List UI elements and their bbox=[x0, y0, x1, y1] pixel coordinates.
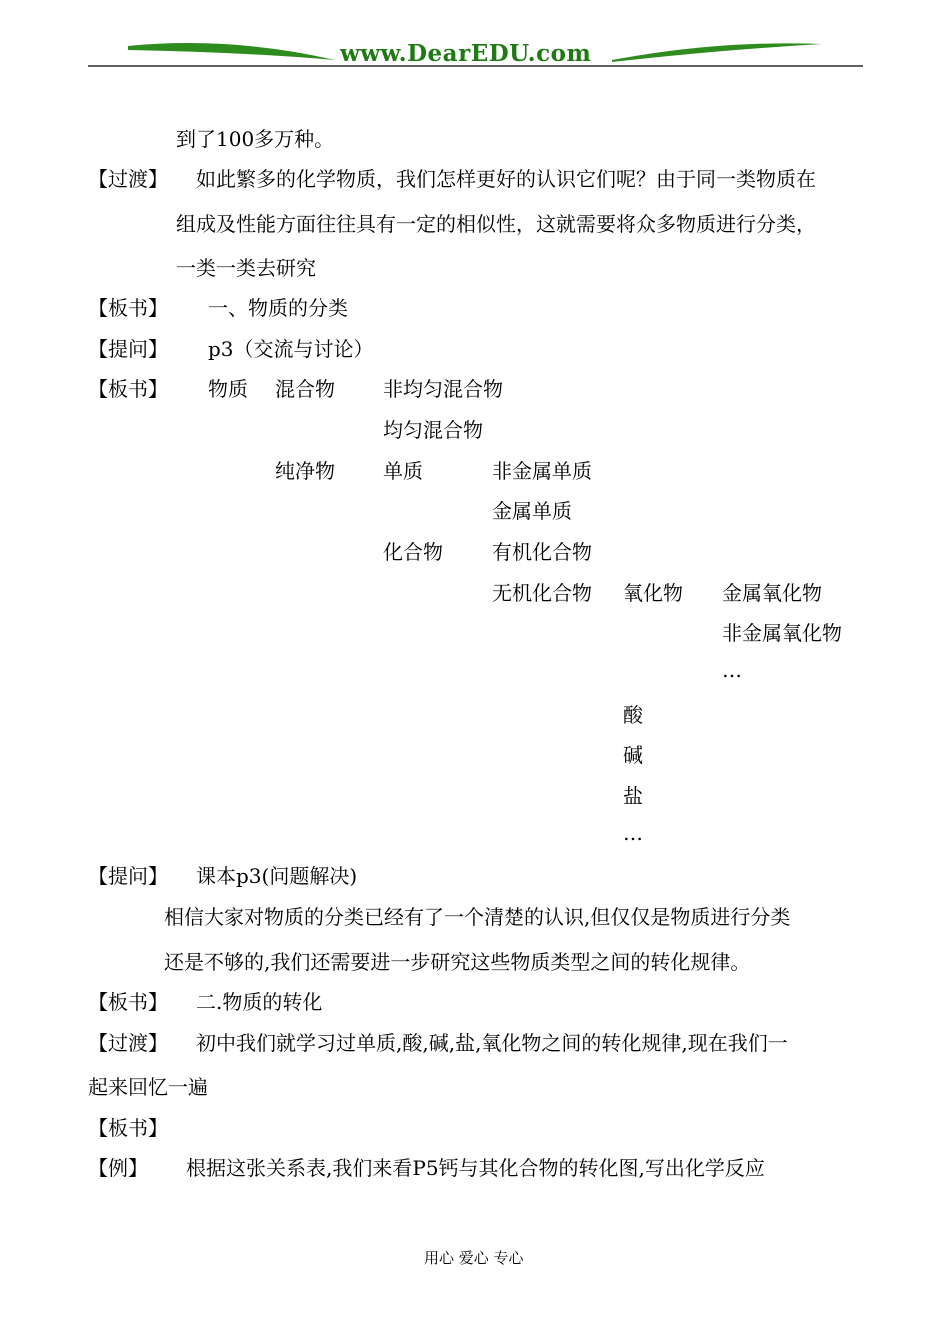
tree-ellipsis-2: … bbox=[623, 821, 643, 845]
tree-yanghuawu: 氧化物 bbox=[623, 581, 683, 605]
banshu-1-text: 一、物质的分类 bbox=[208, 296, 348, 320]
banshu-3-text: 二.物质的转化 bbox=[196, 990, 323, 1014]
tree-jinshu-yanghuawu: 金属氧化物 bbox=[722, 581, 822, 605]
tree-hunhewu: 混合物 bbox=[275, 377, 335, 401]
tree-ellipsis-1: … bbox=[722, 658, 742, 682]
page-footer: 用心 爱心 专心 bbox=[424, 1249, 524, 1267]
tree-jinshu-danzhi: 金属单质 bbox=[492, 499, 572, 523]
label-banshu-2: 【板书】 bbox=[88, 377, 168, 401]
tree-feijinshu-danzhi: 非金属单质 bbox=[492, 459, 592, 483]
label-banshu-4: 【板书】 bbox=[88, 1116, 168, 1140]
tiwen-2-text: 课本p3(问题解决) bbox=[196, 864, 358, 888]
guodu-1-line-c: 一类一类去研究 bbox=[176, 256, 316, 280]
tree-junyun: 均匀混合物 bbox=[383, 418, 483, 442]
guodu-1-line-a: 如此繁多的化学物质，我们怎样更好的认识它们呢？由于同一类物质在 bbox=[196, 167, 816, 191]
header-banner bbox=[0, 0, 950, 80]
tree-feijunyun: 非均匀混合物 bbox=[383, 377, 503, 401]
tree-suan: 酸 bbox=[623, 703, 643, 727]
header-logo-text: www.DearEDU.com bbox=[340, 40, 592, 67]
guodu-2-line-a: 初中我们就学习过单质,酸,碱,盐,氧化物之间的转化规律,现在我们一 bbox=[196, 1031, 788, 1055]
right-swoosh-icon bbox=[612, 43, 822, 62]
tiwen-1-text: p3（交流与讨论） bbox=[208, 337, 374, 361]
label-tiwen-1: 【提问】 bbox=[88, 337, 168, 361]
para-1-line-a: 相信大家对物质的分类已经有了一个清楚的认识,但仅仅是物质进行分类 bbox=[164, 905, 791, 929]
tree-yan: 盐 bbox=[623, 784, 643, 808]
tree-youji: 有机化合物 bbox=[492, 540, 592, 564]
label-tiwen-2: 【提问】 bbox=[88, 864, 168, 888]
label-li: 【例】 bbox=[88, 1156, 148, 1180]
text-line-1: 到了100多万种。 bbox=[176, 127, 335, 151]
label-banshu-3: 【板书】 bbox=[88, 990, 168, 1014]
tree-huahewu: 化合物 bbox=[383, 540, 443, 564]
para-1-line-b: 还是不够的,我们还需要进一步研究这些物质类型之间的转化规律。 bbox=[164, 950, 751, 974]
label-guodu-1: 【过渡】 bbox=[88, 167, 168, 191]
guodu-1-line-b: 组成及性能方面往往具有一定的相似性，这就需要将众多物质进行分类， bbox=[176, 212, 816, 236]
li-text: 根据这张关系表,我们来看P5钙与其化合物的转化图,写出化学反应 bbox=[186, 1156, 765, 1180]
label-banshu-1: 【板书】 bbox=[88, 296, 168, 320]
guodu-2-line-b: 起来回忆一遍 bbox=[88, 1075, 208, 1099]
tree-wuji: 无机化合物 bbox=[492, 581, 592, 605]
left-swoosh-icon bbox=[128, 43, 335, 60]
label-guodu-2: 【过渡】 bbox=[88, 1031, 168, 1055]
tree-danzhi: 单质 bbox=[383, 459, 423, 483]
tree-feijinshu-yanghuawu: 非金属氧化物 bbox=[722, 621, 842, 645]
tree-wuzhi: 物质 bbox=[208, 377, 248, 401]
tree-chunjingwu: 纯净物 bbox=[275, 459, 335, 483]
tree-jian: 碱 bbox=[623, 743, 643, 767]
